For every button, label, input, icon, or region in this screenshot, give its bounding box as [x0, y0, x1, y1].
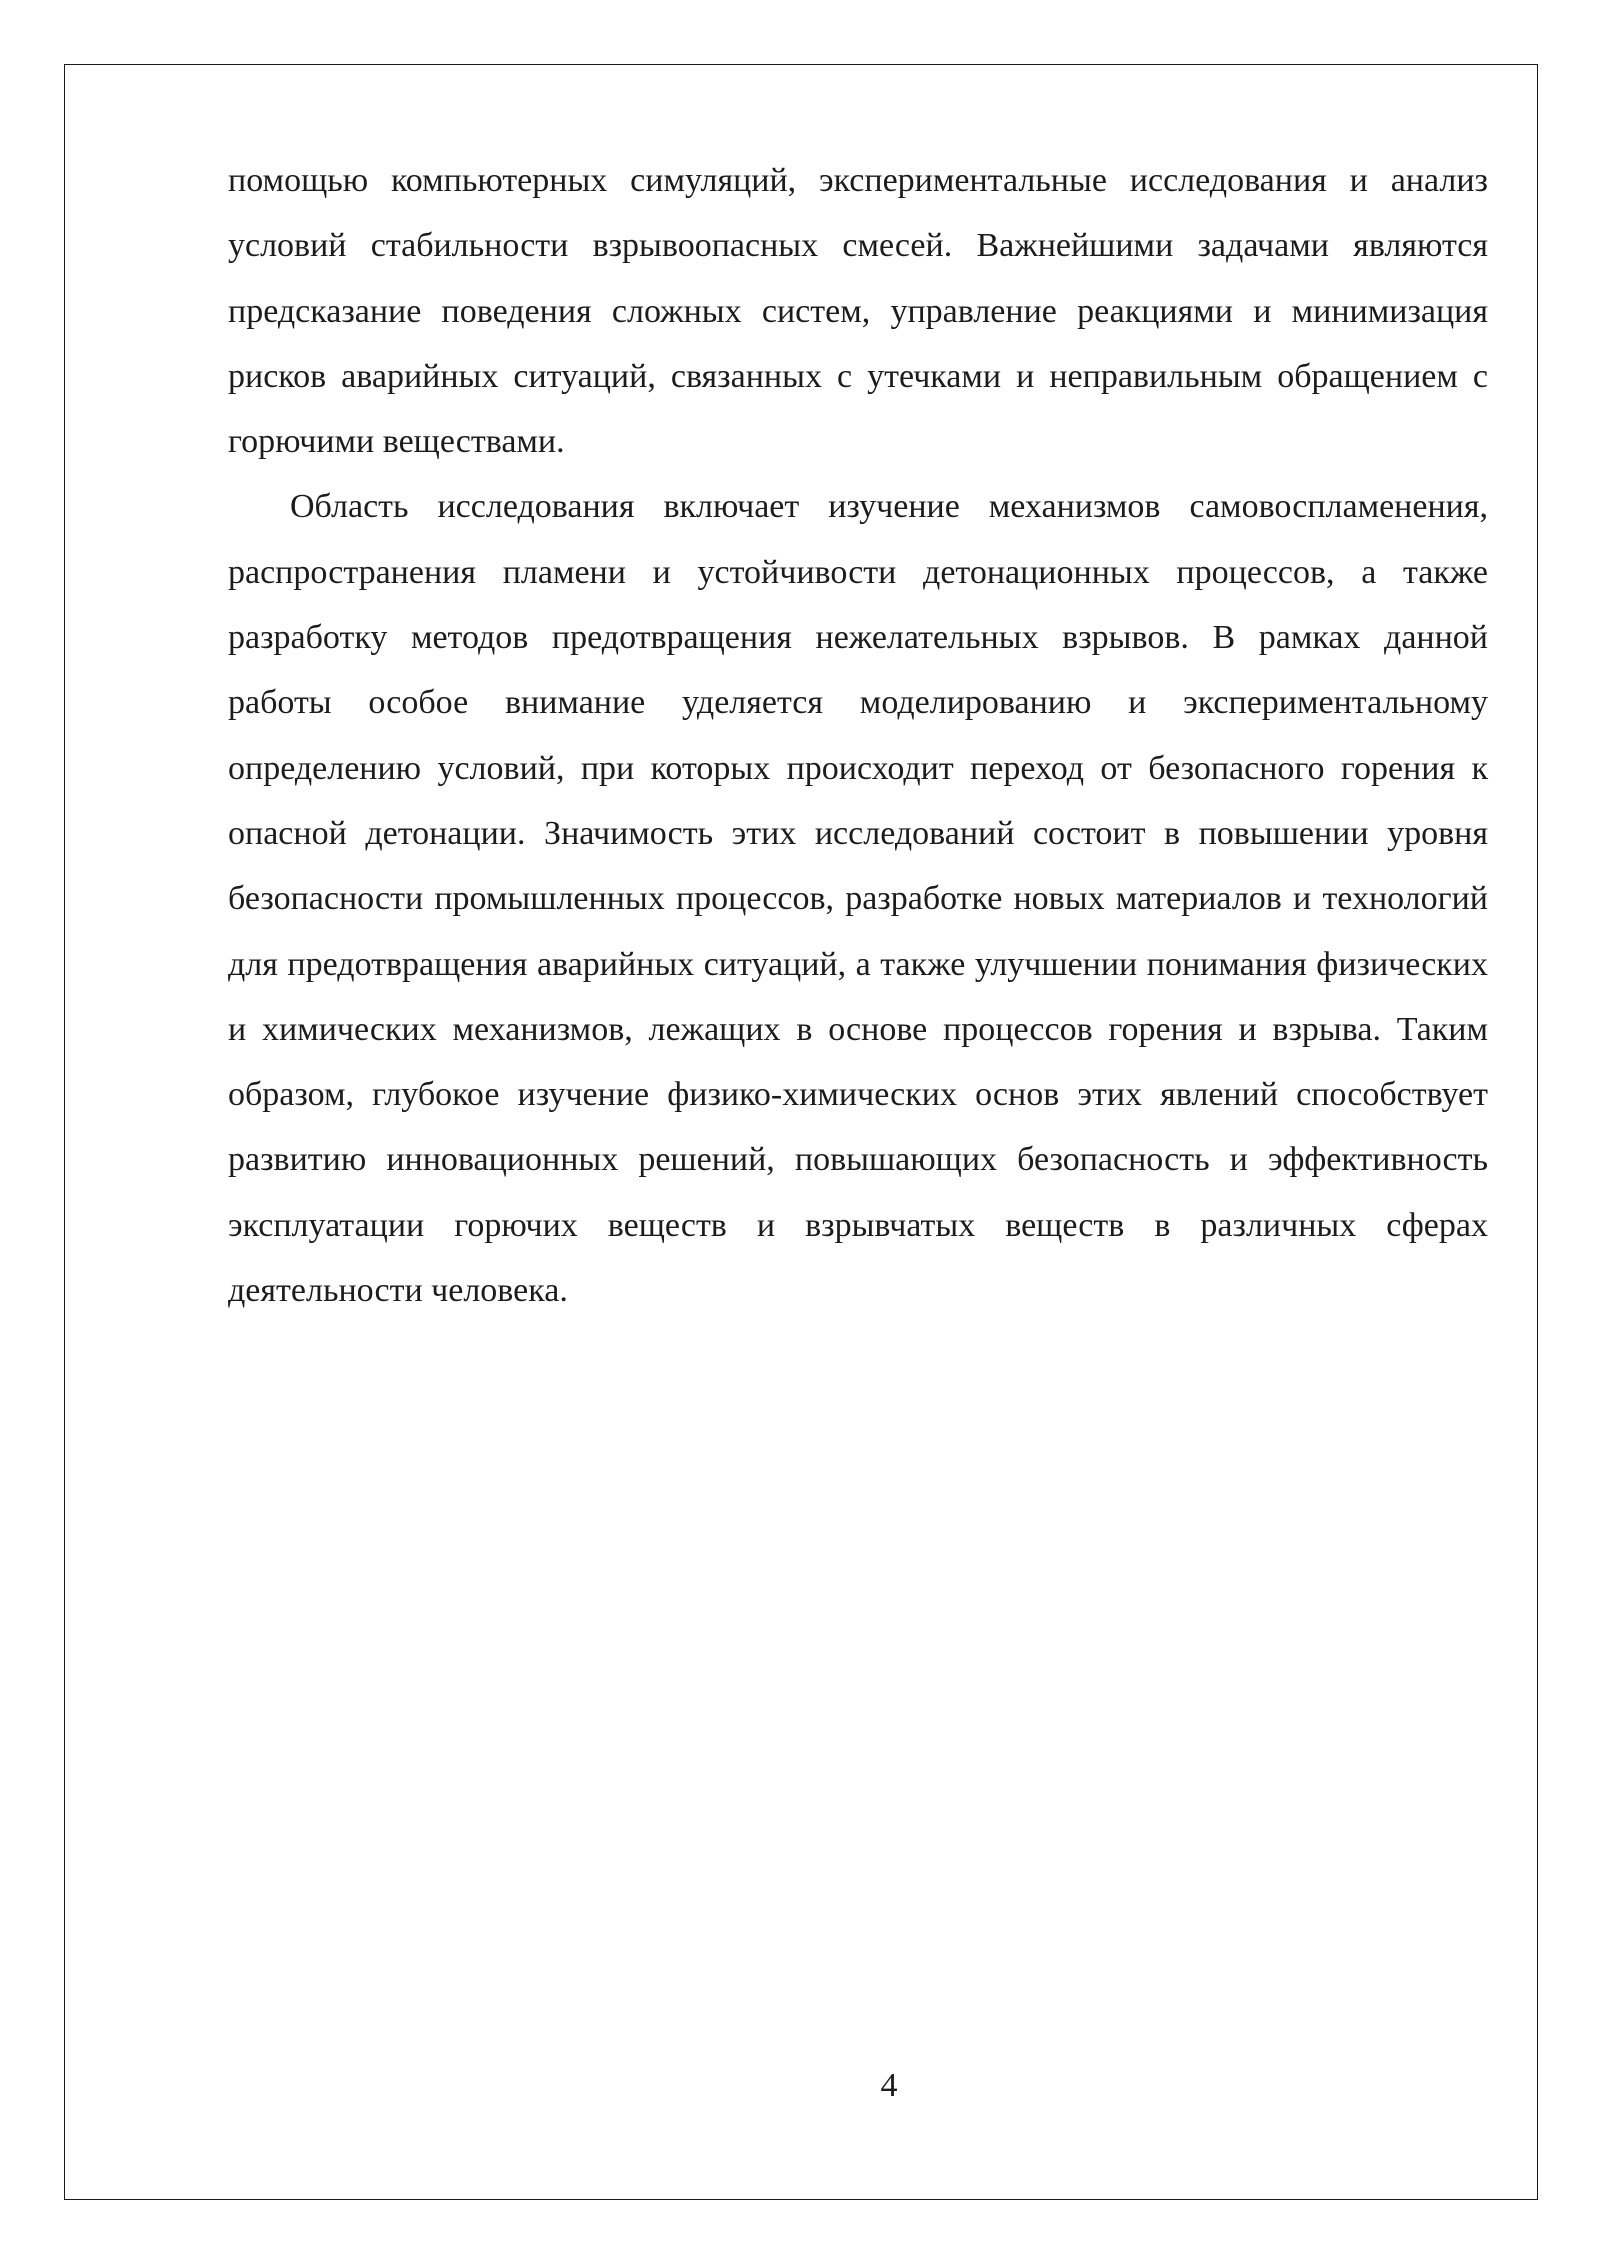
paragraph-continuation: помощью компьютерных симуляций, экспериментальные исследования и анализ условий стабильности взрывоопасных смесей. Важнейшими задачами являются предсказание поведения сложных систем, управление реакциями и минимизация рисков аварийных ситуаций, связанных с утечками и неправильным обращением с горючими веществами. — [228, 162, 1488, 461]
paragraph-research-scope: Область исследования включает изучение механизмов самовоспламенения, распространения пламени и устойчивости детонационных процессов, а также разработку методов предотвращения нежелательных взрывов. В рамках данной работы особое внимание уделяется моделированию и экспериментальному определению условий, при которых происходит переход от безопасного горения к опасной детонации. Значимость этих исследований состоит в повышении уровня безопасности промышленных процессов, разработке новых материалов и технологий для предотвращения аварийных ситуаций, а также улучшении понимания физических и химических механизмов, лежащих в основе процессов горения и взрыва. Таким образом, глубокое изучение физико-химических основ этих явлений способствует развитию инновационных решений, повышающих безопасность и эффективность эксплуатации горючих веществ и взрывчатых веществ в различных сферах деятельности человека. — [228, 488, 1488, 1310]
page-number: 4 — [880, 2067, 898, 2104]
body-text — [228, 148, 1488, 1323]
